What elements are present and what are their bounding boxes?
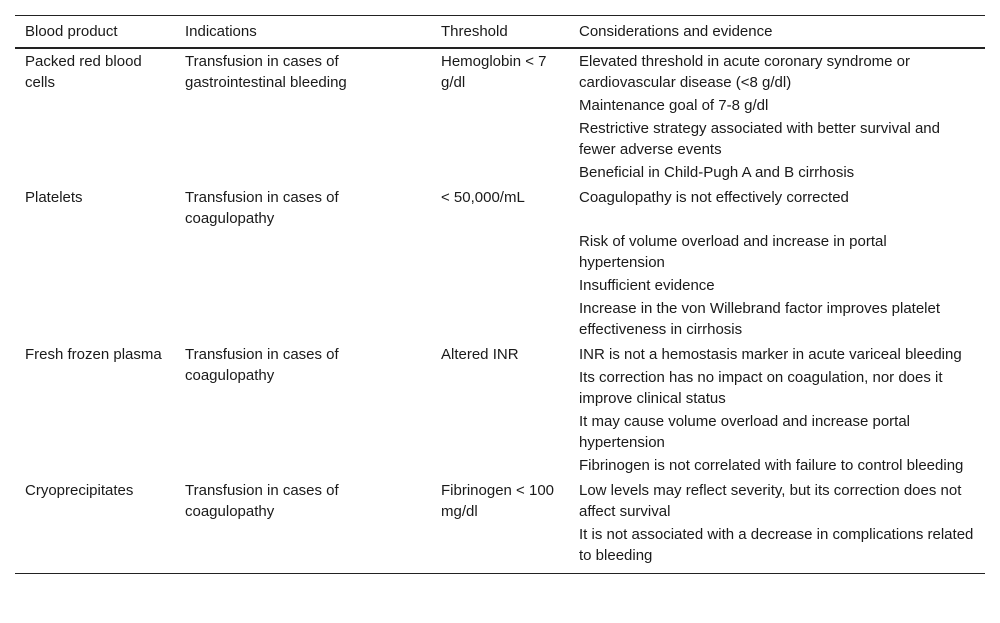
cell-threshold: Fibrinogen < 100 mg/dl <box>441 482 554 520</box>
consideration-item: Fibrinogen is not correlated with failure to control bleeding <box>579 457 964 474</box>
cell-indication: Transfusion in cases of gastrointestinal bleeding <box>185 53 347 91</box>
cell-considerations <box>569 185 985 342</box>
table-header <box>15 16 985 49</box>
consideration-item: Increase in the von Willebrand factor improves platelet effectiveness in cirrhosis <box>579 300 941 338</box>
cell-threshold: Hemoglobin < 7 g/dl <box>441 53 547 91</box>
table-body <box>15 48 985 574</box>
header-considerations: Considerations and evidence <box>579 23 773 40</box>
table-row <box>15 48 985 185</box>
cell-product: Platelets <box>25 189 83 206</box>
cell-indication: Transfusion in cases of coagulopathy <box>185 346 339 384</box>
consideration-item: Its correction has no impact on coagulation, nor does it improve clinical status <box>579 369 943 407</box>
cell-considerations <box>569 48 985 185</box>
blood-products-table-container <box>15 15 985 574</box>
table-row <box>15 342 985 478</box>
header-threshold: Threshold <box>441 23 508 40</box>
table-row <box>15 478 985 574</box>
consideration-item: Elevated threshold in acute coronary syndrome or cardiovascular disease (<8 g/dl) <box>579 53 911 91</box>
consideration-item: Risk of volume overload and increase in portal hypertension <box>579 233 887 271</box>
blood-products-table <box>15 15 985 574</box>
cell-indication: Transfusion in cases of coagulopathy <box>185 482 339 520</box>
cell-indication: Transfusion in cases of coagulopathy <box>185 189 339 227</box>
header-blood-product: Blood product <box>25 23 118 40</box>
consideration-item: Insufficient evidence <box>579 277 715 294</box>
cell-product: Fresh frozen plasma <box>25 346 162 363</box>
consideration-item: Coagulopathy is not effectively corrected <box>579 189 849 206</box>
cell-considerations <box>569 478 985 574</box>
consideration-item: It may cause volume overload and increase portal hypertension <box>579 413 911 451</box>
consideration-item: Maintenance goal of 7-8 g/dl <box>579 97 769 114</box>
consideration-item: Restrictive strategy associated with better survival and fewer adverse events <box>579 120 940 158</box>
cell-product: Packed red blood cells <box>25 53 142 91</box>
consideration-item: Beneficial in Child-Pugh A and B cirrhosis <box>579 164 855 181</box>
header-row <box>15 16 985 49</box>
consideration-item: INR is not a hemostasis marker in acute variceal bleeding <box>579 346 962 363</box>
cell-considerations <box>569 342 985 478</box>
cell-product: Cryoprecipitates <box>25 482 134 499</box>
header-indications: Indications <box>185 23 257 40</box>
cell-threshold: < 50,000/mL <box>441 189 525 206</box>
consideration-item: Low levels may reflect severity, but its correction does not affect survival <box>579 482 962 520</box>
cell-threshold: Altered INR <box>441 346 519 363</box>
table-row <box>15 185 985 342</box>
consideration-item: It is not associated with a decrease in complications related to bleeding <box>579 526 974 564</box>
